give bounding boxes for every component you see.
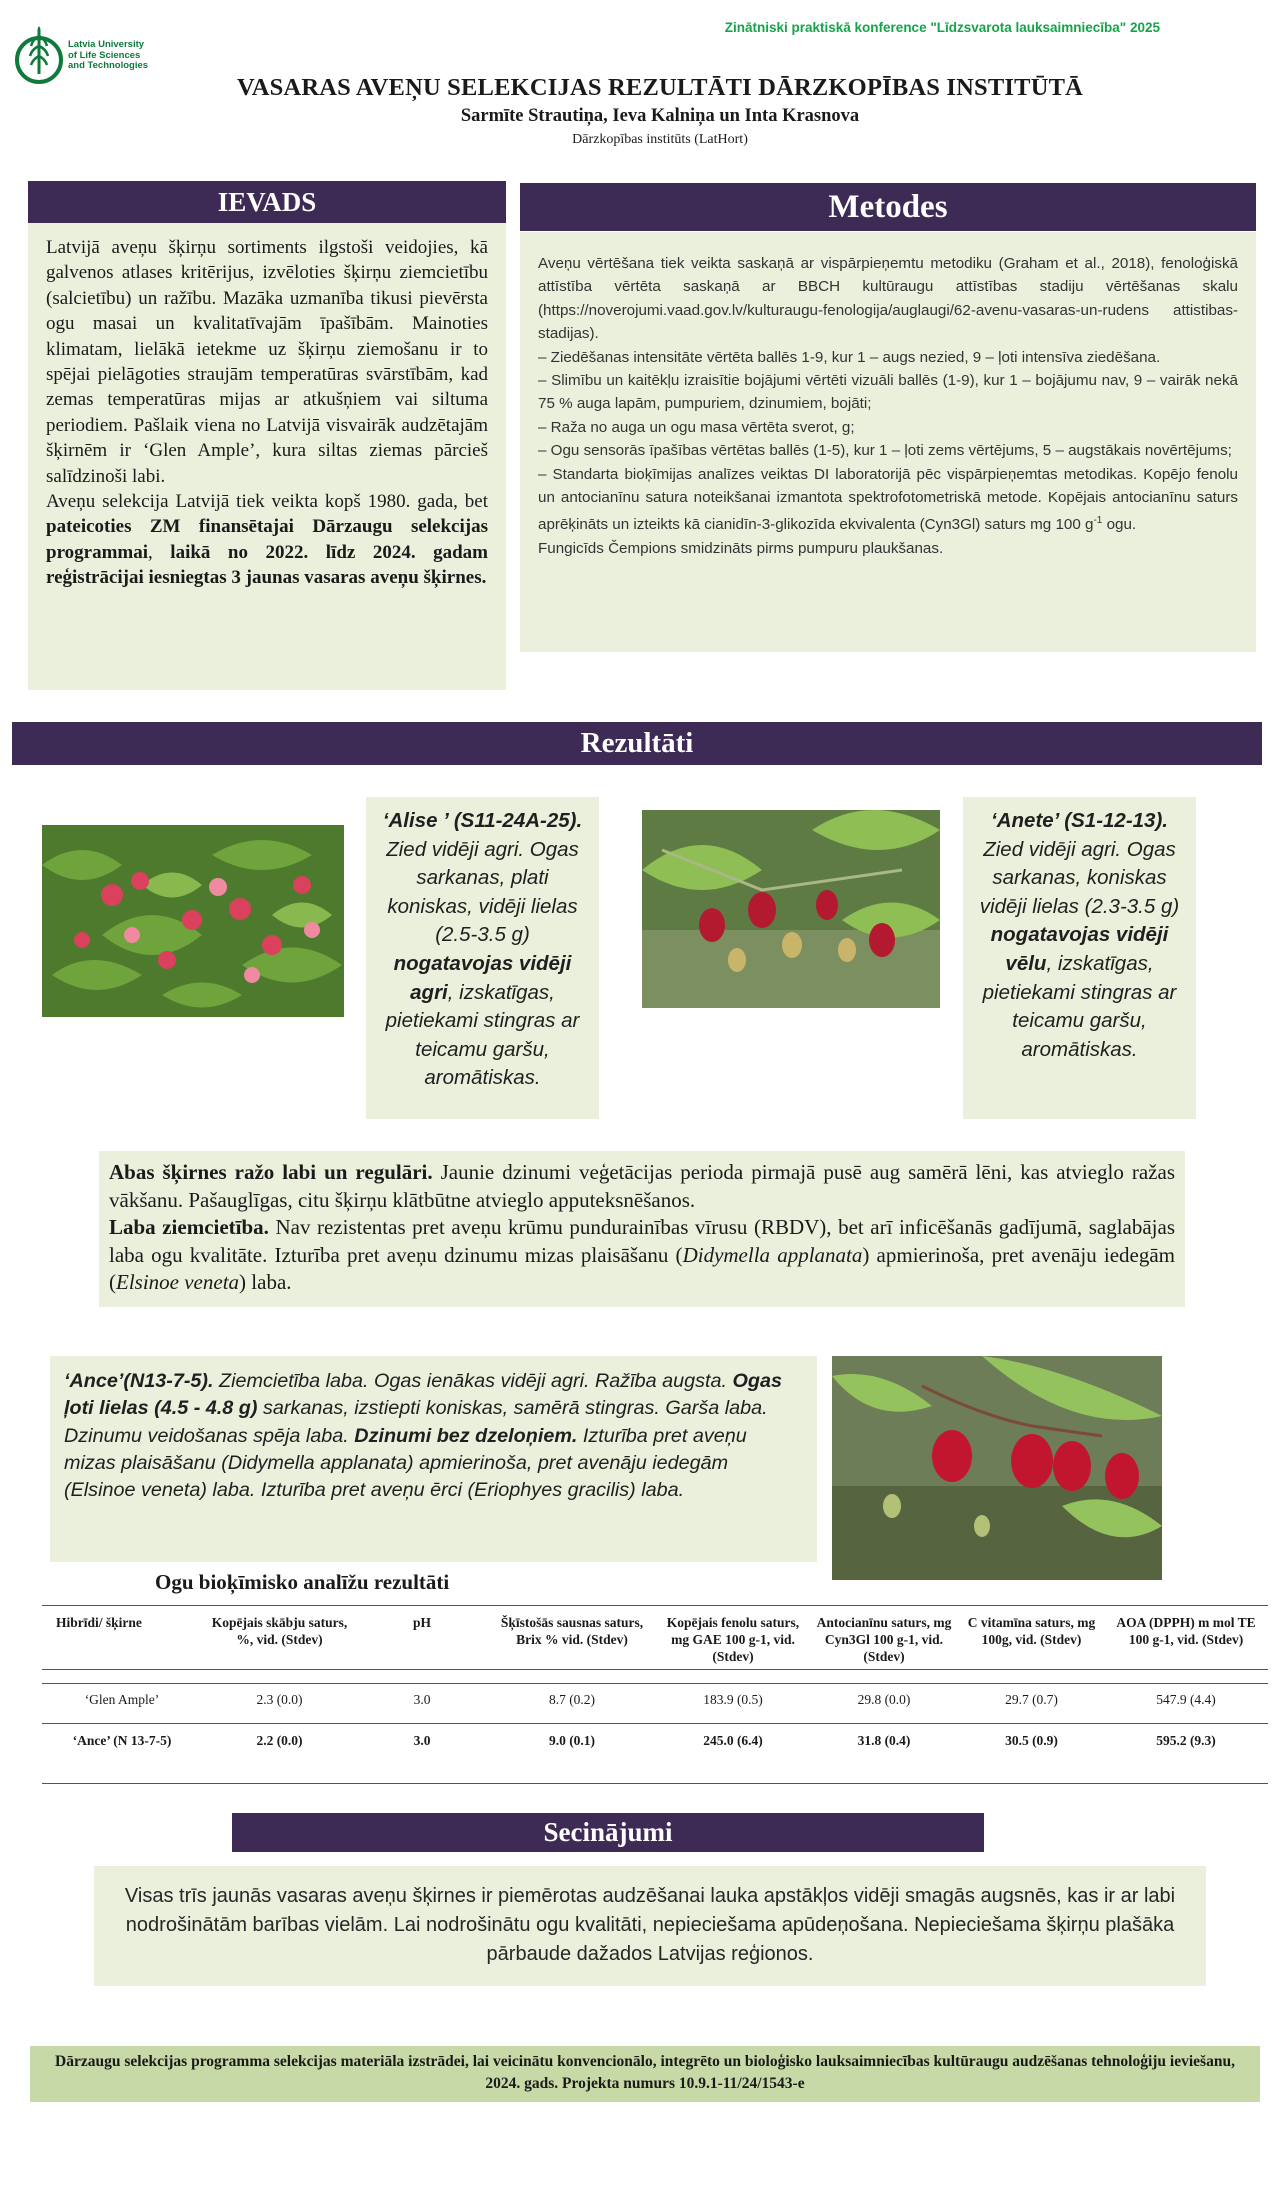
metodes-line: – Ziedēšanas intensitāte vērtēta ballēs 1-9, kur 1 – augs nezied, 9 – ļoti intensīva ziedēšana. [538,348,1161,366]
table-row [42,1724,1268,1784]
variety-text: Ziemcietība laba. Ogas ienākas vidēji agri. Ražība augsta. [213,1370,733,1392]
variety-text: , izskatīgas, pietiekami stingras ar teicamu garšu, aromātiskas. [385,980,580,1090]
table-header: Hibrīdi/ šķirne [56,1615,142,1630]
pathogen-name: Elsinoe veneta [116,1270,240,1294]
table-cell: 8.7 (0.2) [487,1684,657,1724]
metodes-line: Aveņu vērtēšana tiek veikta saskaņā ar vispārpieņemtu metodiku (Graham et al., 2018), fenoloģiskā attīstība vērtēta saskaņā ar BBCH kultūraugu attīstības stadiju vērtēšanas skalu (https://noverojumi.vaad.gov.lv/kulturaugu-fenologija/auglaugi/62-avenu-vasaras-un-rudens attistibas-stadijas). [538,255,1238,343]
traits-text: Jaunie dzinumi veģetācijas perioda pirmajā pusē aug samērā lēni, kas atvieglo ražas vākšanu. Pašauglīgas, citu šķirņu klātbūtne atvieglo apputeksnēšanos. [109,1160,1175,1212]
secinajumi-heading: Secinājumi [232,1813,984,1852]
table-cell: 245.0 (6.4) [657,1724,809,1784]
variety-text: Zied vidēji agri. Ogas sarkanas, plati koniskas, vidēji lielas (2.5-3.5 g) [386,837,579,947]
table-cell: 595.2 (9.3) [1104,1724,1268,1784]
metodes-line: Fungicīds Čempions smidzināts pirms pumpuru plaukšanas. [538,539,944,557]
table-cell: 183.9 (0.5) [657,1684,809,1724]
table-cell: 2.3 (0.0) [202,1684,357,1724]
table-header: AOA (DPPH) m mol TE 100 g-1, vid. (Stdev) [1116,1615,1256,1647]
metodes-text: – Standarta bioķīmijas analīzes veiktas DI laboratorijā pēc vispārpieņemtas metodikas. Kopējo fenolu un antocianīnu satura noteikšanai izmantota spektrofotometriskā metode. Kopējais antocianīnu saturs aprēķināts un izteikts kā cianidīn-3-glikozīda ekvivalenta (Cyn3Gl) saturs mg 100 g [538,465,1238,534]
table-header: Kopējais skābju saturs, %, vid. (Stdev) [211,1615,348,1647]
logo-text-line: and Technologies [68,60,149,71]
variety-name: ‘Anete’ (S1-12-13). [991,809,1168,832]
traits-emphasis: Abas šķirnes ražo labi un regulāri. [109,1160,433,1184]
logo-text-line: of Life Sciences [68,49,141,61]
pathogen-name: Didymella applanata [682,1242,863,1267]
university-logo [14,18,164,88]
table-cell: 547.9 (4.4) [1104,1684,1268,1724]
secinajumi-text: Visas trīs jaunās vasaras aveņu šķirnes ir piemērotas audzēšanai lauka apstākļos vidēji smagās augsnēs, kas ir ar labi nodrošinātām barības vielām. Lai nodrošinātu ogu kvalitāti, nepieciešama apūdeņošana. Nepieciešama šķirņu plašāka pārbaude dažados Latvijas reģionos. [94,1866,1206,1986]
raspberry-photo-anete [642,810,940,1008]
raspberry-branch-icon [642,810,940,1008]
table-cell: 31.8 (0.4) [809,1724,959,1784]
variety-emphasis: nogatavojas vidēji vēlu [990,923,1169,975]
table-cell: 9.0 (0.1) [487,1724,657,1784]
funding-footer: Dārzaugu selekcijas programma selekcijas materiāla izstrādei, lai veicinātu konvencionālo, integrēto un bioloģisko lauksaimniecības kultūraugu audzēšanas tehnoloģiju ieviešanu, 2024. gads. Projekta numurs 10.9.1-11/24/1543-e [30,2046,1260,2102]
variety-text: Zied vidēji agri. Ogas sarkanas, koniskas vidēji lielas (2.3-3.5 g) [979,837,1180,918]
ievads-text: Aveņu selekcija Latvijā tiek veikta kopš 1980. gada, bet [46,491,488,513]
ievads-section [28,223,506,690]
rezultati-heading: Rezultāti [12,722,1262,765]
traits-text: ) apmierinoša, pret avenāju iedegām ( [109,1242,1175,1294]
table-cell: 3.0 [357,1684,487,1724]
variety-ance [50,1356,817,1562]
metodes-line: – Raža no auga un ogu masa vērtēta sverot, g; [538,418,855,436]
logo-text-line: Latvia University [68,39,145,50]
variety-emphasis: Dzinumi bez dzeloņiem. [354,1424,578,1447]
table-header-row [42,1606,1268,1670]
variety-text: sarkanas, izstiepti koniskas, samērā stingras. Garša laba. Dzinumu veidošanas spēja laba. [64,1397,768,1447]
metodes-line [538,463,1238,537]
metodes-line: – Ogu sensorās īpašības vērtētas ballēs (1-5), kur 1 – ļoti zems vērtējums, 5 – augstākais novērtējums; [538,442,1232,460]
table-cell: 29.8 (0.0) [809,1684,959,1724]
common-traits-section [99,1151,1185,1307]
variety-name: ‘Alise ’ (S11-24A-25). [382,809,583,832]
raspberry-fruit-icon [832,1356,1162,1580]
table-cell: 3.0 [357,1724,487,1784]
table-cell: ‘Glen Ample’ [42,1684,202,1724]
table-header: Antocianīnu saturs, mg Cyn3Gl 100 g-1, vid. (Stdev) [816,1615,952,1664]
table-header: pH [412,1615,431,1630]
metodes-text: ogu. [1102,516,1137,534]
traits-text: ) laba. [239,1270,292,1294]
conference-name: Zinātniski praktiskā konference "Līdzsvarota lauksaimniecība" 2025 [724,20,1160,35]
table-cell: 29.7 (0.7) [959,1684,1104,1724]
raspberry-photo-alise [42,825,344,1017]
raspberry-photo-ance [832,1356,1162,1580]
table-header: C vitamīna saturs, mg 100g, vid. (Stdev) [967,1615,1096,1647]
ievads-emphasis: laikā no 2022. līdz 2024. gadam reģistrācijai iesniegtas 3 jaunas vasaras aveņu šķirnes. [46,541,488,589]
variety-name: ‘Ance’(N13-7-5). [64,1370,214,1392]
table-cell: ‘Ance’ (N 13-7-5) [42,1724,202,1784]
table-cell: 2.2 (0.0) [202,1724,357,1784]
table-header: Kopējais fenolu saturs, mg GAE 100 g-1, vid. (Stdev) [666,1615,800,1664]
traits-text: Nav rezistentas pret aveņu krūmu pundurainības vīrusu (RBDV), bet arī inficēšanās gadījumā, saglabājas laba ogu kvalitāte. Izturība pret aveņu dzinumu mizas plaisāšanu ( [109,1215,1176,1267]
biochemistry-table [42,1605,1268,1784]
table-header: Šķīstošās sausnas saturs, Brix % vid. (Stdev) [500,1615,644,1647]
metodes-line: – Slimību un kaitēkļu izraisītie bojājumi vērtēti vizuāli ballēs (1-9), kur 1 – bojājumu nav, 9 – vairāk nekā 75 % auga lapām, pumpuriem, dzinumiem, bojāti; [538,372,1238,413]
metodes-heading: Metodes [520,183,1256,231]
poster-title: VASARAS AVEŅU SELEKCIJAS REZULTĀTI DĀRZKOPĪBAS INSTITŪTĀ [236,74,1084,101]
variety-emphasis: nogatavojas vidēji agri [393,951,572,1004]
variety-anete [963,797,1196,1119]
table-row [42,1684,1268,1724]
table-cell: 30.5 (0.9) [959,1724,1104,1784]
poster-affiliation: Dārzkopības institūts (LatHort) [572,132,748,147]
ievads-emphasis: pateicoties ZM finansētajai Dārzaugu selekcijas programmai [46,516,488,563]
variety-text: Izturība pret aveņu mizas plaisāšanu (Didymella applanata) apmierinoša, pret avenāju iedegām (Elsinoe veneta) laba. Izturība pret aveņu ērci (Eriophyes gracilis) laba. [64,1424,747,1502]
metodes-section [520,232,1256,652]
ievads-paragraph-1: Latvijā aveņu šķirņu sortiments ilgstoši veidojies, kā galvenos atlases kritērijus, izvēloties šķirņu ziemcietību (salcietību) un ražību. Mazāka uzmanība tikusi pievērsta ogu masai un kvalitatīvajām īpašībām. Mainoties klimatam, lielākā ietekme uz šķirņu ziemošanu ir to spējai pielāgoties straujām temperatūras svārstībām, kad zemas temperatūras mijas ar atkušņiem vai siltuma periodiem. Pašlaik viena no Latvijā visvairāk audzētajām šķirnēm ir ‘Glen Ample’, kura siltas ziemas pārcieš salīdzinoši labi. [46,237,488,487]
traits-emphasis: Laba ziemcietība. [109,1215,269,1239]
table-title: Ogu bioķīmisko analīžu rezultāti [155,1570,450,1594]
raspberry-bush-icon [42,825,344,1017]
wheat-logo-icon [14,22,64,84]
variety-alise [366,797,599,1119]
poster-authors: Sarmīte Strautiņa, Ieva Kalniņa un Inta Krasnova [460,106,860,126]
variety-text: , izskatīgas, pietiekami stingras ar teicamu garšu, aromātiskas. [982,951,1177,1061]
ievads-paragraph-2 [46,489,488,591]
variety-emphasis: Ogas ļoti lielas (4.5 - 4.8 g) [64,1370,782,1420]
ievads-heading: IEVADS [28,181,506,223]
metodes-superscript: -1 [1093,515,1103,527]
ievads-text: , [148,541,171,563]
